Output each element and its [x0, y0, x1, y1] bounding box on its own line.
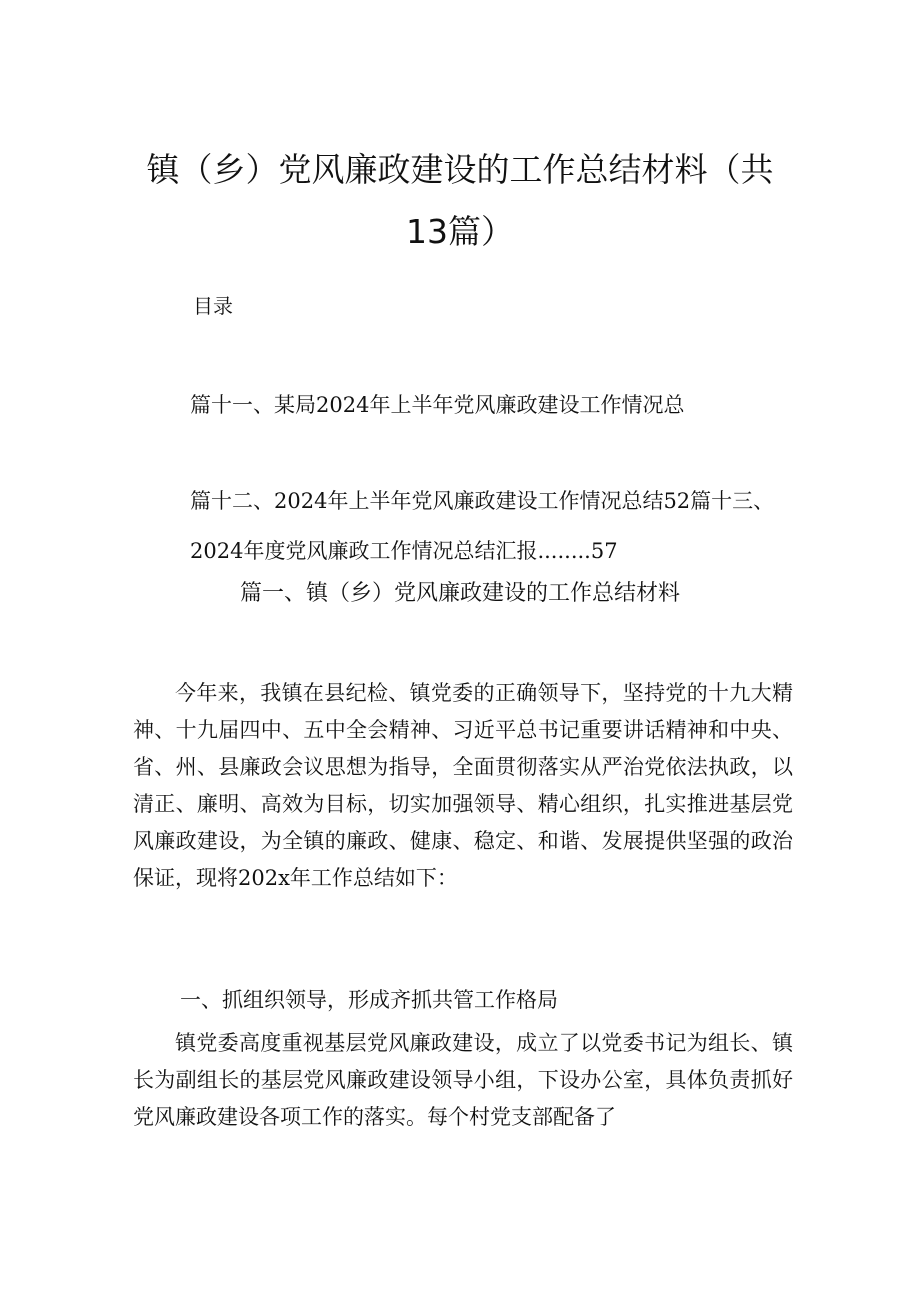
- paragraph-text: 今年来，我镇在县纪检、镇党委的正确领导下，坚持党的十九大精神、十九届四中、五中全会精神、习近平总书记重要讲话精神和中央、省、州、县廉政会议思想为指导，全面贯彻落实从严治党依法执政，以清正、廉明、高效为目标，切实加强领导、精心组织，扎实推进基层党风廉政建设，为全镇的廉政、健康、稳定、和谐、发展提供坚强的政治保证，现将202x年工作总结如下：: [133, 681, 793, 890]
- toc-heading: 目录: [193, 294, 233, 318]
- section-title: 篇一、镇（乡）党风廉政建设的工作总结材料: [239, 581, 680, 606]
- paragraph-text: 镇党委高度重视基层党风廉政建设，成立了以党委书记为组长、镇长为副组长的基层党风廉政建设领导小组，下设办公室，具体负责抓好党风廉政建设各项工作的落实。每个村党支部配备了: [133, 1031, 793, 1129]
- document-title-line-2: 13篇）: [406, 212, 514, 251]
- toc-entry: 篇十二、2024年上半年党风廉政建设工作情况总结52篇十三、: [190, 489, 775, 513]
- body-paragraph: [133, 675, 793, 897]
- toc-entry: 篇十一、某局2024年上半年党风廉政建设工作情况总: [190, 393, 685, 417]
- body-paragraph: [133, 1025, 793, 1136]
- toc-entry: 2024年度党风廉政工作情况总结汇报........57: [190, 539, 618, 563]
- document-title-line-1: 镇（乡）党风廉政建设的工作总结材料（共: [146, 150, 774, 189]
- subheading: 一、抓组织领导，形成齐抓共管工作格局: [180, 988, 558, 1012]
